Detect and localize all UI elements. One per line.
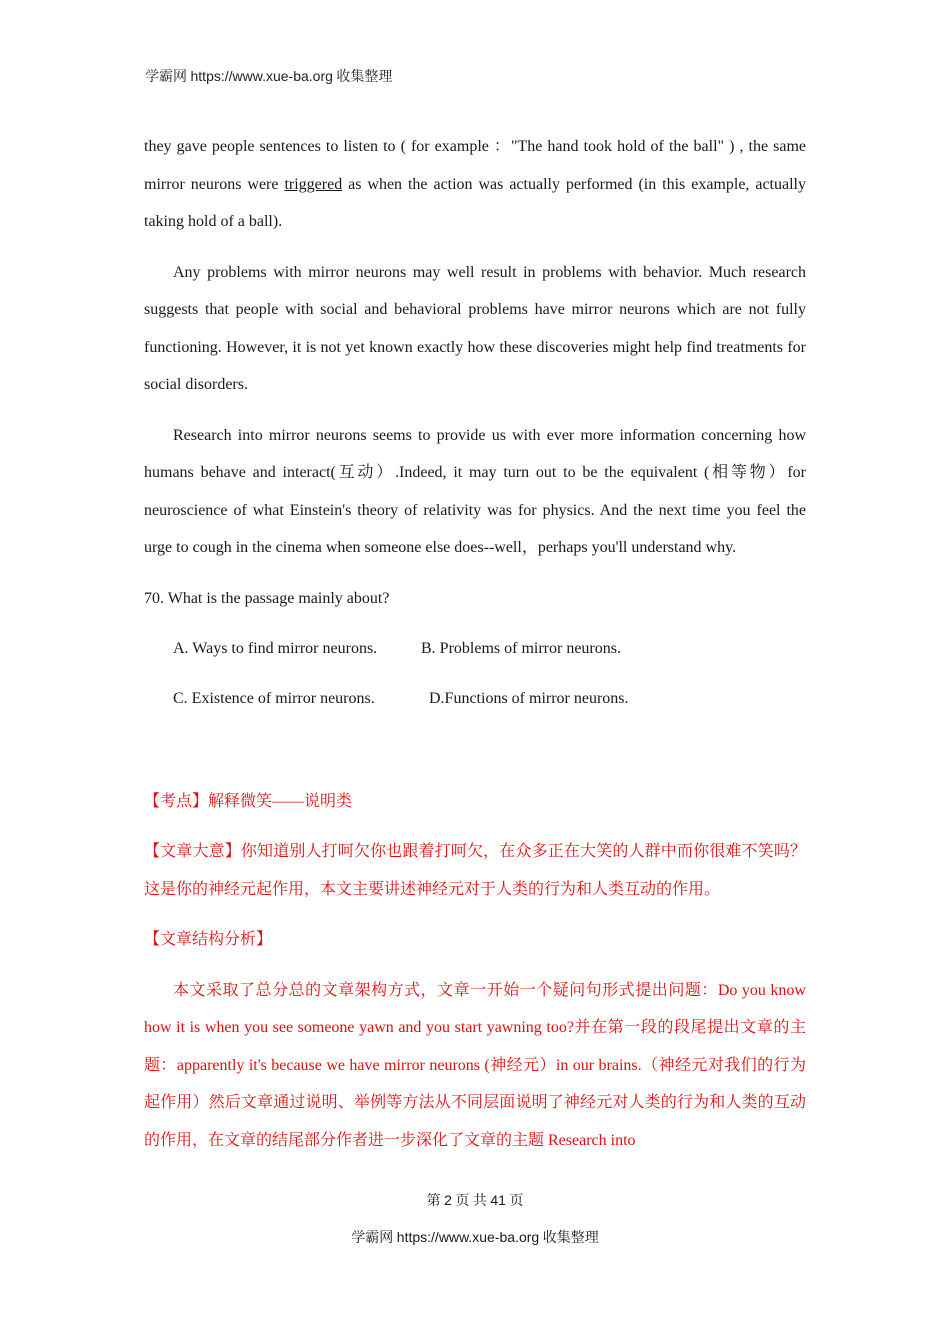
p1-text-a: they gave people sentences to listen to ( for example ："The hand took hold of the ball" ) , the same mirror neurons were xyxy=(144,138,806,193)
options-row-2 xyxy=(144,681,806,717)
analysis-structure-title: 【文章结构分析】 xyxy=(144,931,273,948)
page-content xyxy=(144,128,806,1172)
option-d: D.Functions of mirror neurons. xyxy=(429,689,629,707)
spacer xyxy=(144,717,806,783)
passage-paragraph-2: Any problems with mirror neurons may well result in problems with behavior. Much research suggests that people with social and behavioral problems have mirror neurons which are not fully functioning. However, it is not yet known exactly how these discoveries might help find treatments for social disorders. xyxy=(144,263,806,393)
passage-paragraph-1 xyxy=(144,128,806,241)
page-header xyxy=(145,66,392,86)
footer-url[interactable]: https://www.xue-ba.org xyxy=(396,1229,540,1245)
footer-suffix: 收集整理 xyxy=(542,1231,599,1246)
p1-text-b: as when the action was actually performed (in this example, actually taking hold of a ball). xyxy=(144,175,806,230)
page-footer xyxy=(0,1227,950,1247)
analysis-kaodian: 【考点】解释微笑——说明类 xyxy=(144,792,353,810)
footer-site-name: 学霸网 xyxy=(351,1231,394,1246)
options-row-1 xyxy=(144,631,806,667)
header-site-name: 学霸网 xyxy=(145,70,187,85)
question-stem: 70. What is the passage mainly about? xyxy=(144,589,390,607)
analysis-structure-body: 本文采取了总分总的文章架构方式，文章一开始一个疑问句形式提出问题：Do you know how it is when you see someone yawn and you start yawning too?并在第一段的段尾提出文章的主题：apparently it's because we have mirror neurons (神经元）in our brains.（神经元对我们的行为起作用）然后文章通过说明、举例等方法从不同层面说明了神经元对人类的行为和人类的互动的作用，在文章的结尾部分作者进一步深化了文章的主题 Research into xyxy=(144,981,806,1149)
option-a: A. Ways to find mirror neurons. xyxy=(173,639,378,657)
passage-paragraph-3: Research into mirror neurons seems to provide us with ever more information concerning how humans behave and interact(互动）.Indeed, it may turn out to be the equivalent (相等物）for neuroscience of what Einstein's theory of relativity was for physics. And the next time you feel the urge to cough in the cinema when someone else does--well，perhaps you'll understand why. xyxy=(144,426,806,556)
page-number-prefix: 第 xyxy=(426,1194,441,1209)
page-number-total: 41 xyxy=(490,1192,506,1208)
page-number xyxy=(0,1190,950,1210)
option-b: B. Problems of mirror neurons. xyxy=(421,639,621,657)
analysis-dayi: 【文章大意】你知道别人打呵欠你也跟着打呵欠，在众多正在大笑的人群中而你很难不笑吗？这是你的神经元起作用，本文主要讲述神经元对于人类的行为和人类互动的作用。 xyxy=(144,843,806,898)
header-url[interactable]: https://www.xue-ba.org xyxy=(190,68,333,84)
page-number-middle: 页 共 xyxy=(455,1194,487,1209)
p1-underlined-word: triggered xyxy=(284,175,343,193)
header-suffix: 收集整理 xyxy=(336,70,393,85)
option-c: C. Existence of mirror neurons. xyxy=(173,689,375,707)
page-number-current: 2 xyxy=(444,1192,452,1208)
page-number-suffix: 页 xyxy=(509,1194,524,1209)
